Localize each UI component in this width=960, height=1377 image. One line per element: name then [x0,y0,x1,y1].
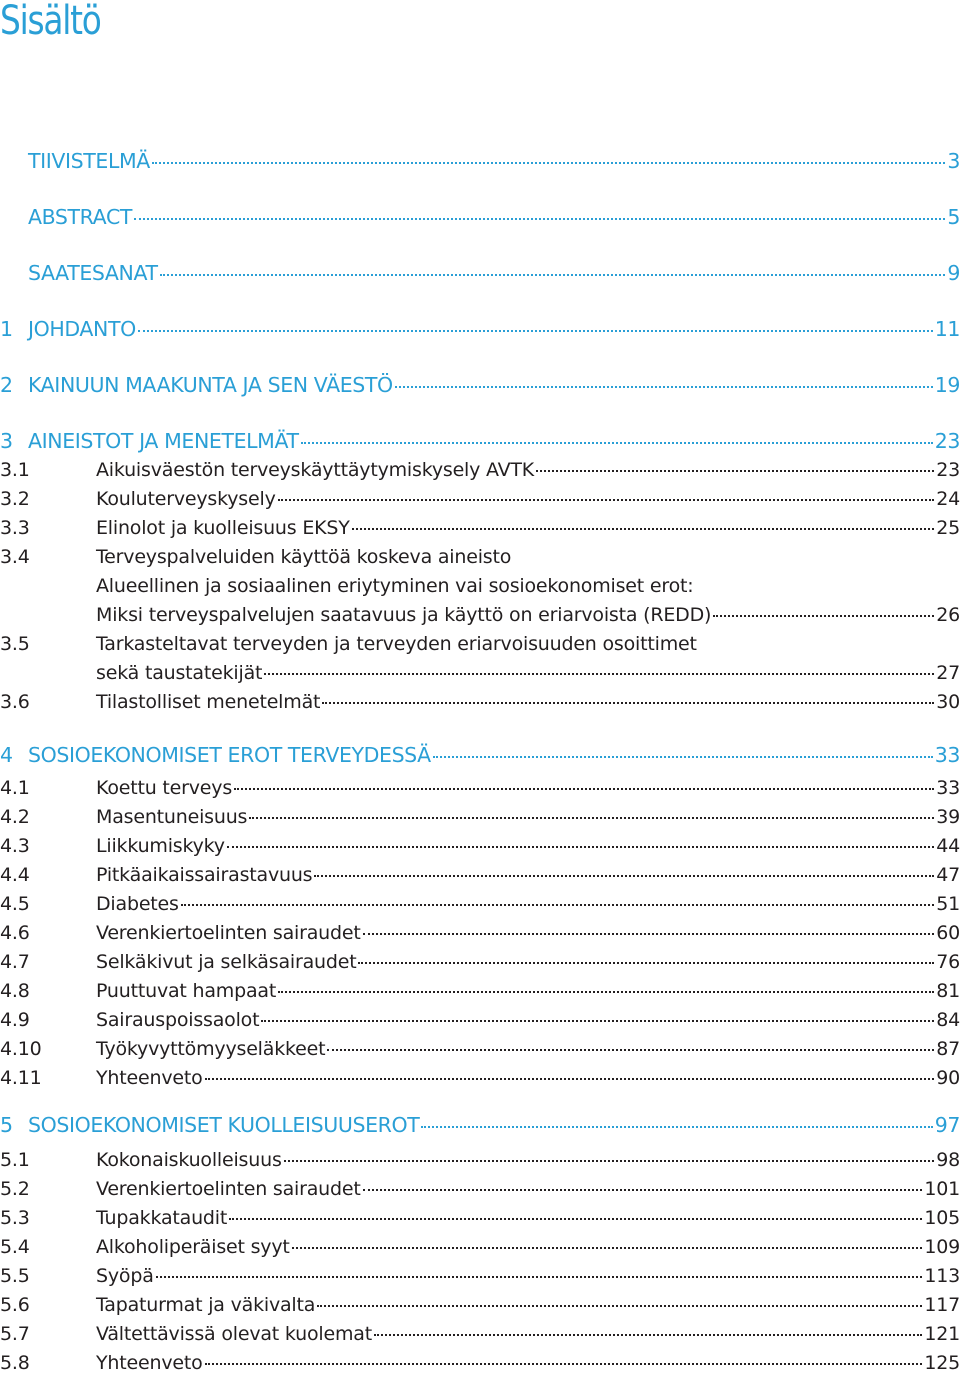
toc-entry[interactable] [0,1146,960,1174]
toc-entry-page: 87 [936,1038,960,1060]
toc-dot-leader [264,659,934,675]
toc-entry-label: JOHDANTO [28,317,136,341]
toc-dot-leader [314,861,934,877]
toc-dot-leader [229,1204,922,1220]
toc-entry-label: Elinolot ja kuolleisuus EKSY [96,517,350,539]
toc-entry-page: 81 [936,980,960,1002]
toc-entry-label: Liikkumiskyky [96,835,225,857]
toc-dot-leader [374,1320,922,1336]
toc-entry-page: 23 [936,459,960,481]
toc-dot-leader [261,1006,934,1022]
toc-entry-page: 60 [936,922,960,944]
toc-entry[interactable] [0,1233,960,1261]
toc-entry-label: Yhteenveto [96,1067,203,1089]
toc-entry-label: KAINUUN MAAKUNTA JA SEN VÄESTÖ [28,373,393,397]
toc-entry-page: 5 [947,205,960,229]
toc-dot-leader [536,456,934,472]
toc-entry-number: 3.4 [0,546,30,568]
page-title: Sisältö [0,0,101,44]
toc-entry-page: 76 [936,951,960,973]
toc-entry-label: Yhteenveto [96,1352,203,1374]
toc-entry-page: 109 [924,1236,960,1258]
toc-entry[interactable] [0,977,960,1005]
toc-entry-number: 5.2 [0,1178,30,1200]
toc-entry[interactable] [0,1006,960,1034]
toc-entry-number: 5 [0,1113,13,1137]
toc-entry-number: 4.5 [0,893,30,915]
toc-entry[interactable] [0,688,960,716]
toc-entry[interactable] [0,315,960,343]
toc-entry-number: 4.2 [0,806,30,828]
toc-entry-page: 121 [924,1323,960,1345]
toc-entry-number: 4.7 [0,951,30,973]
toc-entry[interactable] [0,948,960,976]
toc-entry[interactable] [0,803,960,831]
toc-entry-page: 27 [936,662,960,684]
toc-entry[interactable] [0,259,960,287]
toc-entry-label: Miksi terveyspalvelujen saatavuus ja käyttö on eriarvoista (REDD) [96,604,712,626]
toc-entry-page: 9 [947,261,960,285]
toc-entry[interactable] [0,1262,960,1290]
toc-entry-number: 4.9 [0,1009,30,1031]
toc-entry[interactable] [0,147,960,175]
toc-dot-leader [249,803,934,819]
toc-dot-leader [234,774,934,790]
toc-entry-number: 2 [0,373,13,397]
toc-entry[interactable] [0,1291,960,1319]
toc-dot-leader [284,1146,935,1162]
toc-entry-page: 51 [936,893,960,915]
toc-entry-page: 84 [936,1009,960,1031]
toc-entry-number: 4.6 [0,922,30,944]
toc-dot-leader [292,1233,923,1249]
toc-dot-leader [317,1291,922,1307]
toc-dot-leader [352,514,935,530]
toc-entry[interactable] [0,371,960,399]
toc-entry-label: Vältettävissä olevat kuolemat [96,1323,372,1345]
toc-entry[interactable] [0,659,960,687]
toc-entry-page: 47 [936,864,960,886]
toc-entry[interactable] [0,774,960,802]
toc-entry-page: 11 [934,317,960,341]
toc-entry[interactable] [0,1320,960,1348]
toc-entry-number: 4.8 [0,980,30,1002]
toc-entry-label: sekä taustatekijät [96,662,263,684]
toc-entry-number: 3.3 [0,517,30,539]
toc-entry-label: Pitkäaikaissairastavuus [96,864,313,886]
toc-entry-number: 4.1 [0,777,30,799]
toc-entry-page: 33 [936,777,960,799]
toc-dot-leader [327,1035,934,1051]
toc-entry-label: Verenkiertoelinten sairaudet [96,922,361,944]
toc-entry-page: 26 [936,604,960,626]
toc-entry-label: Verenkiertoelinten sairaudet [96,1178,361,1200]
toc-entry-number: 5.3 [0,1207,30,1229]
toc-dot-leader [152,148,945,164]
toc-entry[interactable] [0,630,960,658]
toc-entry-label: Tarkasteltavat terveyden ja terveyden eriarvoisuuden osoittimet [96,633,697,655]
toc-entry-label: Syöpä [96,1265,154,1287]
toc-entry-label: Alueellinen ja sosiaalinen eriytyminen vai sosioekonomiset erot: [96,575,694,597]
toc-dot-leader [363,919,935,935]
toc-entry[interactable] [0,919,960,947]
toc-entry-page: 19 [934,373,960,397]
toc-entry-label: Tilastolliset menetelmät [96,691,321,713]
toc-entry-number: 1 [0,317,13,341]
toc-entry-label: SAATESANAT [28,261,158,285]
toc-entry[interactable] [0,203,960,231]
toc-dot-leader [363,1175,923,1191]
toc-dot-leader [713,601,934,617]
toc-dot-leader [322,688,934,704]
toc-entry-page: 25 [936,517,960,539]
toc-entry-page: 24 [936,488,960,510]
toc-entry-label: Masentuneisuus [96,806,248,828]
toc-dot-leader [181,890,934,906]
toc-entry[interactable] [0,456,960,484]
toc-entry-number: 3.6 [0,691,30,713]
toc-entry-label: Sairauspoissaolot [96,1009,260,1031]
toc-entry-label: ABSTRACT [28,205,132,229]
toc-entry-page: 23 [934,429,960,453]
toc-entry[interactable] [0,741,960,769]
toc-entry-label: TIIVISTELMÄ [28,149,150,173]
toc-entry-page: 105 [924,1207,960,1229]
toc-entry-page: 125 [924,1352,960,1374]
toc-entry-page: 98 [936,1149,960,1171]
toc-entry-number: 4.11 [0,1067,42,1089]
toc-entry-number: 4.3 [0,835,30,857]
toc-entry-number: 4.4 [0,864,30,886]
toc-entry-page: 117 [924,1294,960,1316]
toc-entry[interactable] [0,1175,960,1203]
toc-dot-leader [205,1064,935,1080]
toc-entry-number: 5.5 [0,1265,30,1287]
toc-entry-label: Terveyspalveluiden käyttöä koskeva aineisto [96,546,512,568]
toc-entry-label: Kouluterveyskysely [96,488,276,510]
toc-entry-number: 3.2 [0,488,30,510]
toc-entry-label: Diabetes [96,893,179,915]
toc-entry-number: 5.8 [0,1352,30,1374]
toc-entry-number: 5.4 [0,1236,30,1258]
toc-entry-page: 39 [936,806,960,828]
toc-entry[interactable] [0,1204,960,1232]
toc-entry[interactable] [0,832,960,860]
toc-entry-number: 5.6 [0,1294,30,1316]
toc-entry[interactable] [0,572,960,600]
toc-entry-page: 90 [936,1067,960,1089]
toc-entry-number: 5.1 [0,1149,30,1171]
toc-entry-label: Kokonaiskuolleisuus [96,1149,282,1171]
toc-entry-page: 101 [924,1178,960,1200]
toc-entry[interactable] [0,427,960,455]
toc-entry-label: AINEISTOT JA MENETELMÄT [28,429,299,453]
toc-entry-number: 5.7 [0,1323,30,1345]
toc-entry[interactable] [0,890,960,918]
toc-dot-leader [421,1112,932,1128]
toc-entry-page: 33 [934,743,960,767]
toc-dot-leader [160,260,946,276]
toc-entry-number: 3 [0,429,13,453]
toc-dot-leader [301,428,933,444]
toc-entry[interactable] [0,543,960,571]
toc-entry[interactable] [0,861,960,889]
toc-dot-leader [278,485,935,501]
toc-dot-leader [278,977,934,993]
toc-entry-label: SOSIOEKONOMISET EROT TERVEYDESSÄ [28,743,431,767]
toc-entry[interactable] [0,1035,960,1063]
toc-dot-leader [358,948,934,964]
toc-entry-label: SOSIOEKONOMISET KUOLLEISUUSEROT [28,1113,420,1137]
toc-dot-leader [227,832,934,848]
toc-entry[interactable] [0,485,960,513]
toc-entry-page: 3 [947,149,960,173]
toc-entry-number: 4 [0,743,13,767]
toc-entry[interactable] [0,1111,960,1139]
toc-entry-page: 30 [936,691,960,713]
toc-entry-number: 3.1 [0,459,30,481]
toc-entry-page: 97 [934,1113,960,1137]
toc-dot-leader [156,1262,923,1278]
toc-entry-label: Työkyvyttömyyseläkkeet [96,1038,326,1060]
toc-dot-leader [205,1349,923,1365]
toc-dot-leader [138,316,933,332]
toc-entry[interactable] [0,514,960,542]
toc-entry-number: 3.5 [0,633,30,655]
toc-entry-page: 44 [936,835,960,857]
toc-entry-label: Alkoholiperäiset syyt [96,1236,290,1258]
toc-entry[interactable] [0,1064,960,1092]
toc-entry-label: Tapaturmat ja väkivalta [96,1294,316,1316]
toc-entry[interactable] [0,1349,960,1377]
toc-dot-leader [134,204,945,220]
toc-entry-label: Koettu terveys [96,777,233,799]
toc-dot-leader [433,742,933,758]
toc-entry-label: Tupakkataudit [96,1207,228,1229]
toc-entry-label: Selkäkivut ja selkäsairaudet [96,951,357,973]
toc-entry-page: 113 [924,1265,960,1287]
toc-entry-label: Aikuisväestön terveyskäyttäytymiskysely AVTK [96,459,535,481]
toc-dot-leader [395,372,933,388]
toc-entry[interactable] [0,601,960,629]
toc-entry-label: Puuttuvat hampaat [96,980,277,1002]
toc-entry-number: 4.10 [0,1038,42,1060]
